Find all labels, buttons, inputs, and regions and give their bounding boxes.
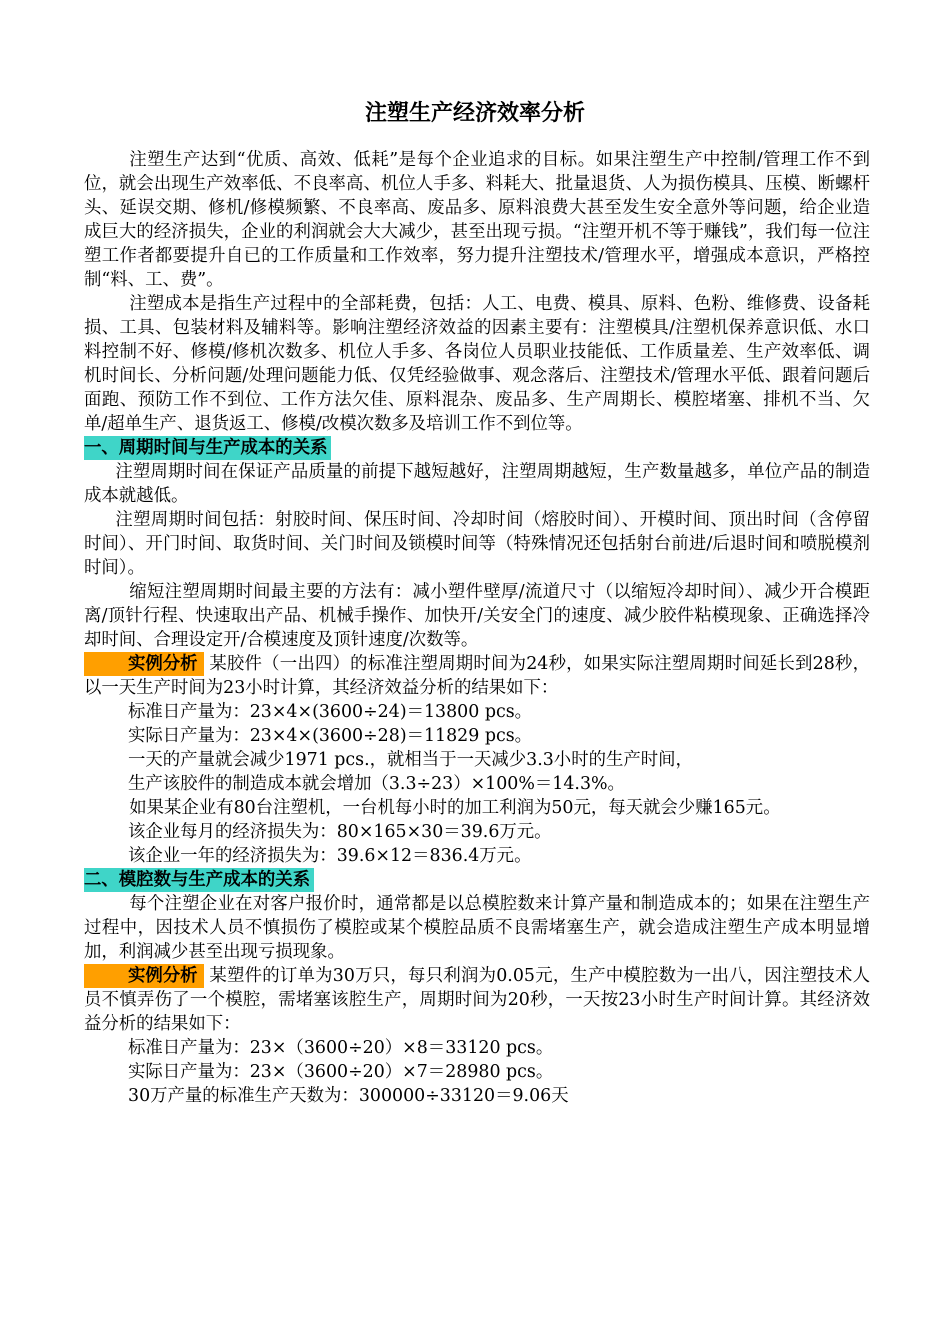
section-1-case-paragraph [84, 652, 870, 700]
calc-line: 生产该胶件的制造成本就会增加（3.3÷23）×100%＝14.3%。 [128, 774, 625, 794]
section-2-heading: 二、模腔数与生产成本的关系 [84, 868, 314, 892]
section-2-heading-row [84, 868, 870, 892]
case-analysis-label: 实例分析 [84, 652, 204, 676]
document-title: 注塑生产经济效率分析 [364, 101, 585, 126]
section-1-heading: 一、周期时间与生产成本的关系 [84, 436, 331, 460]
intro-paragraph-2: 注塑成本是指生产过程中的全部耗费，包括：人工、电费、模具、原料、色粉、维修费、设备耗损、工具、包装材料及辅料等。影响注塑经济效益的因素主要有：注塑模具/注塑机保养意识低、水口料控制不好、修模/修机次数多、机位人手多、各岗位人员职业技能低、工作质量差、生产效率低、调机时间长、分析问题/处理问题能力低、仅凭经验做事、观念落后、注塑技术/管理水平低、跟着问题后面跑、预防工作不到位、工作方法欠佳、原料混杂、废品多、生产周期长、模腔堵塞、排机不当、欠单/超单生产、退货返工、修模/改模次数多及培训工作不到位等。 [84, 294, 870, 434]
calc-line: 实际日产量为：23×（3600÷20）×7＝28980 pcs。 [128, 1062, 554, 1082]
calc-line: 实际日产量为：23×4×(3600÷28)＝11829 pcs。 [128, 726, 533, 746]
calc-line: 该企业一年的经济损失为：39.6×12＝836.4万元。 [128, 846, 532, 866]
calc-line: 标准日产量为：23×（3600÷20）×8＝33120 pcs。 [128, 1038, 554, 1058]
section-2-paragraph: 每个注塑企业在对客户报价时，通常都是以总模腔数来计算产量和制造成本的；如果在注塑生产过程中，因技术人员不慎损伤了模腔或某个模腔品质不良需堵塞生产，就会造成注塑生产成本明显增加，利润减少甚至出现亏损现象。 [84, 894, 870, 962]
case-analysis-label: 实例分析 [84, 964, 204, 988]
section-1-paragraph-3: 缩短注塑周期时间最主要的方法有：减小塑件壁厚/流道尺寸（以缩短冷却时间）、减少开合模距离/顶针行程、快速取出产品、机械手操作、加快开/关安全门的速度、减少胶件粘模现象、正确选择冷却时间、合理设定开/合模速度及顶针速度/次数等。 [84, 582, 870, 650]
calc-line: 一天的产量就会减少1971 pcs.，就相当于一天减少3.3小时的生产时间， [128, 750, 693, 770]
calc-line: 标准日产量为：23×4×(3600÷24)＝13800 pcs。 [128, 702, 533, 722]
section-1-paragraph-2: 注塑周期时间包括：射胶时间、保压时间、冷却时间（熔胶时间）、开模时间、顶出时间（含停留时间）、开门时间、取货时间、关门时间及锁模时间等（特殊情况还包括射台前进/后退时间和喷脱模剂时间）。 [84, 510, 870, 578]
calc-paragraph: 如果某企业有80台注塑机，一台机每小时的加工利润为50元，每天就会少赚165元。 [129, 798, 781, 818]
calc-line: 该企业每月的经济损失为：80×165×30＝39.6万元。 [128, 822, 552, 842]
section-2-case-text: 某塑件的订单为30万只，每只利润为0.05元，生产中模腔数为一出八，因注塑技术人员不慎弄伤了一个模腔，需堵塞该腔生产，周期时间为20秒，一天按23小时生产时间计算。其经济效益分析的结果如下： [84, 966, 870, 1034]
document-body [84, 148, 870, 1108]
section-1-heading-row [84, 436, 870, 460]
section-2-case-paragraph [84, 964, 870, 1036]
section-1-paragraph-1: 注塑周期时间在保证产品质量的前提下越短越好，注塑周期越短，生产数量越多，单位产品的制造成本就越低。 [84, 462, 870, 506]
section-1-case-text: 某胶件（一出四）的标准注塑周期时间为24秒，如果实际注塑周期时间延长到28秒，以一天生产时间为23小时计算，其经济效益分析的结果如下： [84, 654, 870, 698]
calc-line: 30万产量的标准生产天数为：300000÷33120＝9.06天 [128, 1086, 569, 1106]
intro-paragraph-1: 注塑生产达到“优质、高效、低耗”是每个企业追求的目标。如果注塑生产中控制/管理工作不到位，就会出现生产效率低、不良率高、机位人手多、料耗大、批量退货、人为损伤模具、压模、断螺杆头、延误交期、修机/修模频繁、不良率高、废品多、原料浪费大甚至发生安全意外等问题，给企业造成巨大的经济损失，企业的利润就会大大减少，甚至出现亏损。“注塑开机不等于赚钱”，我们每一位注塑工作者都要提升自已的工作质量和工作效率，努力提升注塑技术/管理水平，增强成本意识，严格控制“料、工、费”。 [84, 150, 870, 290]
